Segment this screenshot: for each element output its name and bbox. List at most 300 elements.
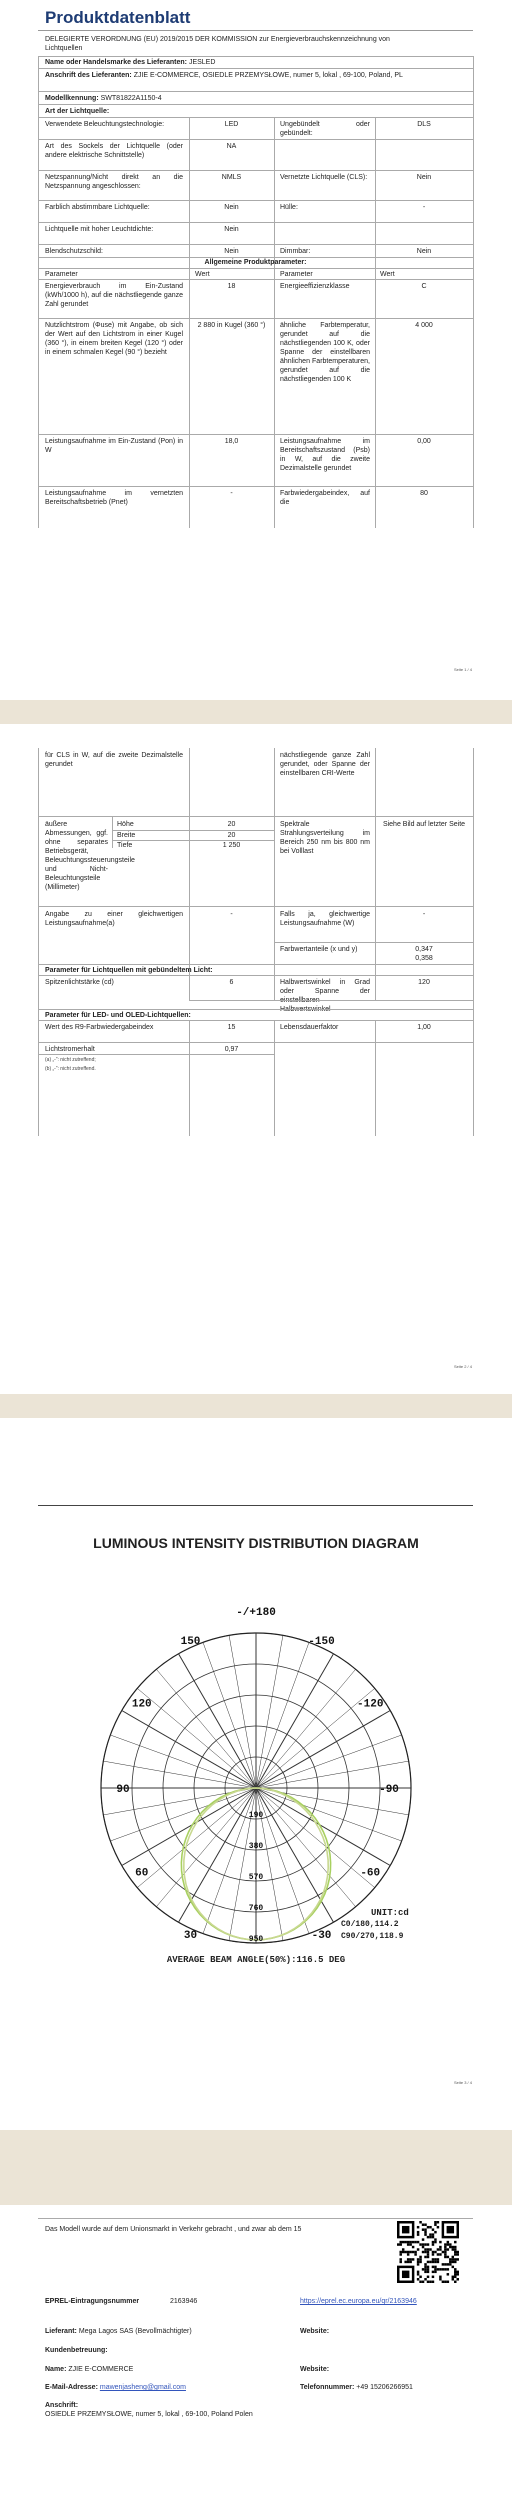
- qr-module: [402, 2241, 404, 2243]
- cls-label: für CLS in W, auf die zweite Dezimalstelle gerundet: [45, 752, 183, 768]
- qr-module: [432, 2243, 434, 2245]
- table-rule: [274, 117, 275, 528]
- qr-module: [422, 2223, 424, 2225]
- qr-module: [432, 2253, 434, 2255]
- qr-module: [432, 2271, 434, 2273]
- qr-module: [447, 2226, 454, 2233]
- qr-module: [419, 2276, 421, 2278]
- param-value-1b: C: [421, 283, 427, 290]
- qr-module: [407, 2241, 409, 2243]
- type-label-6: Blendschutzschild:: [45, 248, 103, 255]
- qr-module: [427, 2261, 429, 2263]
- website-label: Website:: [300, 2328, 330, 2335]
- qr-module: [429, 2236, 431, 2238]
- type-value-4: Nein: [224, 204, 239, 211]
- qr-module: [417, 2278, 419, 2280]
- table-rule: [38, 56, 39, 528]
- page-number-3: Seite 3 / 4: [453, 2080, 472, 2085]
- qr-module: [449, 2261, 451, 2263]
- qr-module: [449, 2258, 451, 2260]
- phone-line: [300, 2383, 413, 2392]
- param-label-3: Leistungsaufnahme im Ein-Zustand (Pon) in W: [45, 438, 183, 454]
- table-rule: [38, 816, 473, 817]
- website-label-2: Website:: [300, 2366, 330, 2373]
- service-name: [45, 2365, 133, 2374]
- qr-module: [434, 2271, 436, 2273]
- polar-spoke: [256, 1669, 356, 1788]
- equiv-value: -: [230, 911, 233, 918]
- param-label-4b: Farbwiedergabeindex, auf die: [280, 490, 370, 506]
- qr-module: [457, 2273, 459, 2275]
- general-heading: Allgemeine Produktparameter:: [204, 259, 307, 266]
- address-label: Anschrift:: [45, 2402, 79, 2409]
- param-label-4: Leistungsaufnahme im vernetzten Bereitschaftsbetrieb (Pnet): [45, 490, 183, 506]
- regulation-text: DELEGIERTE VERORDNUNG (EU) 2019/2015 DER KOMMISSION zur Energieverbrauchskennzeichnung von Lichtquellen: [45, 36, 390, 52]
- col-value: Wert: [195, 271, 210, 278]
- table-rule: [38, 244, 473, 245]
- sheet-title: Produktdatenblatt: [45, 8, 191, 27]
- maint-label: Lichtstromerhalt: [45, 1046, 95, 1053]
- angle-label: -90: [379, 1784, 399, 1796]
- qr-module: [424, 2248, 426, 2250]
- page-separator: [0, 700, 512, 724]
- dimensions-label: äußere Abmessungen, ggf. ohne separates Betriebsgerät, Beleuchtungssteuerungsteile und Nicht-Beleuchtungsteile (Millimeter): [45, 821, 135, 891]
- qr-module: [417, 2261, 419, 2263]
- qr-module: [444, 2253, 446, 2255]
- page-1: [0, 0, 512, 700]
- polar-spoke: [137, 1788, 256, 1888]
- qr-module: [452, 2248, 454, 2250]
- qr-module: [399, 2261, 401, 2263]
- param-label-3b: Leistungsaufnahme im Bereitschaftszustand (Psb) in W, auf die zweite Dezimalstelle gerundet: [280, 438, 370, 472]
- type-label-2: Art des Sockels der Lichtquelle (oder andere elektrische Schnittstelle): [45, 143, 183, 159]
- type-value-1: LED: [224, 121, 239, 128]
- qr-module: [422, 2268, 424, 2270]
- qr-module: [422, 2228, 424, 2230]
- qr-module: [419, 2281, 421, 2283]
- qr-module: [447, 2263, 449, 2265]
- qr-module: [457, 2253, 459, 2255]
- qr-module: [412, 2246, 414, 2248]
- dim-height-label: Höhe: [117, 821, 134, 828]
- spectral-label: Spektrale Strahlungsverteilung im Bereich 250 nm bis 800 nm bei Volllast: [280, 821, 370, 855]
- table-rule: [38, 975, 473, 976]
- qr-module: [442, 2268, 444, 2270]
- qr-module: [444, 2251, 446, 2253]
- table-rule: [38, 906, 473, 907]
- qr-code[interactable]: [397, 2221, 459, 2283]
- qr-module: [432, 2261, 434, 2263]
- qr-module: [452, 2258, 454, 2260]
- qr-module: [437, 2253, 439, 2255]
- table-rule: [38, 279, 473, 280]
- table-rule: [38, 200, 473, 201]
- qr-module: [454, 2246, 456, 2248]
- qr-module: [434, 2251, 436, 2253]
- angle-label: -30: [311, 1930, 332, 1943]
- qr-module: [444, 2256, 446, 2258]
- type-value-1b: DLS: [417, 121, 431, 128]
- legend-c0: C0/180,114.2: [341, 1920, 399, 1929]
- table-rule: [38, 139, 473, 140]
- qr-module: [449, 2243, 451, 2245]
- ring-label: 380: [248, 1842, 264, 1851]
- qr-module: [452, 2256, 454, 2258]
- text-span: E-Mail-Adresse:: [45, 2384, 98, 2391]
- table-rule: [274, 942, 473, 943]
- qr-module: [442, 2263, 444, 2265]
- qr-module: [452, 2266, 454, 2268]
- chroma-value: 0,347 0,358: [415, 946, 433, 962]
- qr-module: [404, 2241, 406, 2243]
- param-value-3b: 0,00: [417, 438, 431, 445]
- angle-label: -60: [360, 1867, 381, 1880]
- qr-module: [439, 2248, 441, 2250]
- polar-spoke: [156, 1669, 256, 1788]
- eprel-value: 2163946: [170, 2298, 198, 2305]
- qr-module: [437, 2226, 439, 2228]
- chroma-label: Farbwertanteile (x und y): [280, 946, 358, 953]
- dim-depth-value: 1 250: [222, 842, 241, 849]
- table-rule: [38, 1054, 274, 1055]
- qr-module: [447, 2256, 449, 2258]
- qr-module: [454, 2271, 456, 2273]
- qr-module: [432, 2233, 434, 2235]
- table-rule: [38, 964, 473, 965]
- type-value-6: Nein: [224, 248, 239, 255]
- qr-module: [447, 2268, 449, 2270]
- text-span: ZJIE E-COMMERCE: [68, 2366, 134, 2373]
- type-label-3b: Vernetzte Lichtquelle (CLS):: [280, 174, 368, 181]
- text-span: Telefonnummer:: [300, 2384, 355, 2391]
- qr-module: [432, 2258, 434, 2260]
- qr-module: [412, 2258, 414, 2260]
- type-value-4b: -: [422, 204, 426, 211]
- beam-value: 120: [418, 979, 430, 986]
- qr-module: [427, 2281, 429, 2283]
- qr-module: [417, 2263, 419, 2265]
- table-rule: [38, 117, 473, 118]
- table-rule: [274, 748, 275, 1000]
- life-value: 1,00: [417, 1024, 431, 1031]
- type-label-6b: Dimmbar:: [280, 248, 311, 255]
- qr-module: [419, 2258, 421, 2260]
- qr-module: [434, 2238, 436, 2240]
- qr-module: [424, 2251, 426, 2253]
- polar-spoke: [156, 1788, 256, 1907]
- qr-module: [402, 2226, 409, 2233]
- qr-module: [449, 2246, 451, 2248]
- type-value-5: Nein: [224, 226, 239, 233]
- qr-module: [424, 2263, 426, 2265]
- table-rule: [189, 1000, 473, 1001]
- beam-label: Halbwertswinkel in Grad oder Spanne der: [280, 979, 370, 995]
- angle-label: 30: [183, 1930, 198, 1943]
- qr-module: [454, 2258, 456, 2260]
- qr-module: [434, 2261, 436, 2263]
- qr-module: [399, 2253, 401, 2255]
- param-label-1b: Energieeffizienzklasse: [280, 283, 350, 290]
- qr-module: [432, 2276, 434, 2278]
- param-value-2b: 4 000: [415, 322, 433, 329]
- qr-module: [414, 2253, 416, 2255]
- ring-label: 760: [248, 1904, 264, 1913]
- text-span: Name:: [45, 2366, 67, 2373]
- qr-module: [399, 2241, 401, 2243]
- param-label-2: Nutzlichtstrom (Φuse) mit Angabe, ob sich der Wert auf den Lichtstrom in einer Kugel (360 °), in einem breiten Kegel (120 °) oder in einem schmalen Kegel (90 °) bezieht: [45, 322, 183, 356]
- type-label-5: Lichtquelle mit hoher Leuchtdichte:: [45, 226, 154, 233]
- equiv2-label: Falls ja, gleichwertige Leistungsaufnahme (W): [280, 911, 370, 927]
- qr-module: [437, 2261, 439, 2263]
- angle-label: 120: [131, 1698, 152, 1711]
- angle-label: -150: [308, 1635, 335, 1648]
- supplier-line: [45, 2327, 192, 2336]
- param-value-1: 18: [227, 283, 236, 290]
- angle-label: -/+180: [236, 1607, 276, 1619]
- qr-module: [414, 2241, 416, 2243]
- param-value-2: 2 880 in Kugel (360 °): [197, 322, 266, 329]
- col-param-2: Parameter: [280, 271, 313, 278]
- qr-module: [454, 2281, 456, 2283]
- table-rule: [38, 257, 473, 258]
- customer-service-label: Kundenbetreuung:: [45, 2347, 108, 2354]
- dim-width-value: 20: [227, 832, 236, 839]
- qr-module: [452, 2276, 454, 2278]
- table-rule: [38, 104, 473, 105]
- qr-module: [402, 2251, 404, 2253]
- qr-module: [439, 2253, 441, 2255]
- text-span: Modellkennung:: [45, 95, 99, 102]
- qr-module: [427, 2268, 429, 2270]
- qr-module: [417, 2231, 419, 2233]
- param-value-3: 18,0: [224, 438, 239, 445]
- peak-value: 6: [229, 979, 234, 986]
- page-number-2: Seite 2 / 4: [453, 1364, 472, 1369]
- qr-module: [432, 2236, 434, 2238]
- qr-module: [452, 2246, 454, 2248]
- qr-module: [439, 2241, 441, 2243]
- qr-module: [434, 2241, 436, 2243]
- market-intro: Das Modell wurde auf dem Unionsmarkt in Verkehr gebracht , und zwar ab dem 15: [45, 2226, 302, 2233]
- page-3: [0, 1418, 512, 2130]
- qr-module: [429, 2233, 431, 2235]
- qr-module: [439, 2246, 441, 2248]
- qr-module: [454, 2268, 456, 2270]
- text-span: +49 15206266951: [356, 2384, 413, 2391]
- qr-module: [432, 2266, 434, 2268]
- qr-module: [442, 2281, 444, 2283]
- text-span: JESLED: [188, 59, 216, 66]
- page-separator: [0, 1394, 512, 1418]
- eprel-link[interactable]: https://eprel.ec.europa.eu/qr/2163946: [300, 2298, 417, 2305]
- maint-value: 0,97: [224, 1046, 239, 1053]
- qr-module: [399, 2243, 401, 2245]
- email-link[interactable]: mawenjasheng@gmail.com: [99, 2384, 186, 2391]
- qr-module: [432, 2228, 434, 2230]
- type-label-4: Farblich abstimmbare Lichtquelle:: [45, 204, 150, 211]
- qr-module: [427, 2266, 429, 2268]
- supplier-name-row: [38, 58, 473, 67]
- spectral-value: Siehe Bild auf letzter Seite: [382, 821, 466, 828]
- page-number-1: Seite 1 / 4: [453, 667, 472, 672]
- qr-module: [434, 2231, 436, 2233]
- qr-module: [439, 2276, 441, 2278]
- qr-module: [457, 2251, 459, 2253]
- model-row: [38, 94, 473, 103]
- qr-module: [457, 2271, 459, 2273]
- text-span: Name oder Handelsmarke des Lieferanten:: [45, 59, 187, 66]
- ring-label: 950: [248, 1935, 264, 1944]
- qr-module: [414, 2251, 416, 2253]
- table-rule: [38, 91, 473, 92]
- param-label-1: Energieverbrauch im Ein-Zustand (kWh/1000 h), auf die nächstliegende ganze Zahl gerundet: [45, 283, 183, 308]
- qr-module: [424, 2223, 426, 2225]
- qr-module: [437, 2248, 439, 2250]
- qr-module: [432, 2241, 434, 2243]
- type-label-1b: Ungebündelt oder gebündelt:: [280, 121, 370, 137]
- qr-module: [409, 2261, 411, 2263]
- diagram-title: LUMINOUS INTENSITY DISTRIBUTION DIAGRAM: [93, 1535, 419, 1551]
- qr-module: [447, 2273, 449, 2275]
- qr-module: [407, 2261, 409, 2263]
- email-line: [45, 2383, 186, 2392]
- qr-module: [407, 2258, 409, 2260]
- qr-module: [422, 2251, 424, 2253]
- type-heading: Art der Lichtquelle:: [45, 108, 110, 115]
- beam-angle: AVERAGE BEAM ANGLE(50%):116.5 DEG: [166, 1955, 346, 1965]
- qr-module: [427, 2276, 429, 2278]
- qr-module: [397, 2243, 399, 2245]
- qr-module: [417, 2271, 419, 2273]
- dim-depth-label: Tiefe: [117, 842, 133, 849]
- equiv2-value: -: [422, 911, 426, 918]
- qr-module: [424, 2268, 426, 2270]
- qr-module: [409, 2243, 411, 2245]
- qr-module: [454, 2261, 456, 2263]
- qr-module: [442, 2251, 444, 2253]
- qr-module: [432, 2281, 434, 2283]
- qr-module: [417, 2273, 419, 2275]
- legend-c90: C90/270,118.9: [341, 1932, 404, 1941]
- qr-module: [427, 2236, 429, 2238]
- qr-module: [444, 2263, 446, 2265]
- qr-module: [424, 2266, 426, 2268]
- type-value-6b: Nein: [416, 248, 432, 255]
- directional-heading: Parameter für Lichtquellen mit gebündeltem Licht:: [45, 967, 213, 974]
- qr-module: [424, 2233, 426, 2235]
- qr-module: [417, 2248, 419, 2250]
- qr-module: [424, 2271, 426, 2273]
- table-rule: [112, 816, 113, 848]
- qr-module: [409, 2251, 411, 2253]
- address-value: OSIEDLE PRZEMYSŁOWE, numer 5, lokal , 69-100, Poland Polen: [45, 2411, 253, 2418]
- page-4: [0, 2205, 512, 2510]
- qr-module: [422, 2246, 424, 2248]
- qr-module: [417, 2258, 419, 2260]
- qr-module: [412, 2251, 414, 2253]
- table-rule: [274, 1020, 275, 1136]
- table-rule: [38, 434, 473, 435]
- col-value-2: Wert: [380, 271, 395, 278]
- table-rule: [38, 748, 39, 1136]
- qr-module: [399, 2258, 401, 2260]
- qr-module: [427, 2256, 429, 2258]
- ring-label: 190: [248, 1811, 264, 1820]
- angle-label: 90: [116, 1784, 130, 1796]
- qr-module: [422, 2281, 424, 2283]
- equiv-label: Angabe zu einer gleichwertigen Leistungsaufnahme(a): [45, 911, 183, 927]
- qr-module: [447, 2243, 449, 2245]
- type-value-3b: Nein: [416, 174, 432, 181]
- qr-module: [424, 2278, 426, 2280]
- table-rule: [38, 2218, 473, 2219]
- table-rule: [38, 268, 473, 269]
- qr-module: [409, 2258, 411, 2260]
- table-rule: [38, 1009, 473, 1010]
- dim-height-value: 20: [227, 821, 236, 828]
- table-rule: [38, 56, 473, 57]
- qr-module: [429, 2281, 431, 2283]
- qr-module: [409, 2241, 411, 2243]
- qr-module: [439, 2268, 441, 2270]
- type-value-3: NMLS: [221, 174, 242, 181]
- qr-module: [404, 2251, 406, 2253]
- qr-module: [427, 2253, 429, 2255]
- qr-module: [399, 2251, 401, 2253]
- qr-module: [419, 2261, 421, 2263]
- ring-label: 570: [248, 1873, 264, 1882]
- text-span: Lieferant:: [45, 2328, 77, 2335]
- angle-label: 60: [135, 1867, 149, 1880]
- param-label-2b: ähnliche Farbtemperatur, gerundet auf die nächstliegenden 100 K, oder Spanne der einstellbaren ähnlichen Farbtemperaturen, gerundet auf die nächstliegenden 100 K: [280, 322, 370, 383]
- qr-module: [429, 2261, 431, 2263]
- qr-module: [454, 2251, 456, 2253]
- type-label-3: Netzspannung/Nicht direkt an die Netzspannung angeschlossen:: [45, 174, 183, 190]
- qr-module: [444, 2248, 446, 2250]
- qr-module: [422, 2238, 424, 2240]
- angle-label: -120: [357, 1698, 384, 1711]
- qr-module: [419, 2221, 421, 2223]
- r9-value: 15: [227, 1024, 236, 1031]
- angle-label: 150: [180, 1635, 201, 1648]
- qr-module: [434, 2266, 436, 2268]
- param-value-4b: 80: [420, 490, 428, 497]
- r9-label: Wert des R9-Farbwiedergabeindex: [45, 1024, 154, 1031]
- qr-module: [447, 2281, 449, 2283]
- qr-module: [434, 2258, 436, 2260]
- qr-module: [454, 2273, 456, 2275]
- qr-module: [437, 2221, 439, 2223]
- qr-module: [424, 2256, 426, 2258]
- qr-module: [402, 2248, 404, 2250]
- table-rule: [38, 1020, 473, 1021]
- qr-module: [427, 2271, 429, 2273]
- type-value-2: NA: [226, 143, 237, 150]
- qr-module: [427, 2243, 429, 2245]
- text-span: SWT81822A1150-4: [100, 95, 162, 102]
- qr-module: [429, 2226, 431, 2228]
- qr-module: [407, 2251, 409, 2253]
- text-span: Mega Lagos SAS (Bevollmächtigter): [78, 2328, 192, 2335]
- qr-module: [407, 2243, 409, 2245]
- unit-label: UNIT:cd: [371, 1908, 409, 1918]
- qr-module: [444, 2281, 446, 2283]
- type-label-4b: Hülle:: [280, 204, 298, 211]
- table-rule: [38, 1042, 473, 1043]
- qr-module: [417, 2226, 419, 2228]
- text-span: Anschrift des Lieferanten:: [45, 72, 132, 79]
- table-rule: [189, 748, 190, 1000]
